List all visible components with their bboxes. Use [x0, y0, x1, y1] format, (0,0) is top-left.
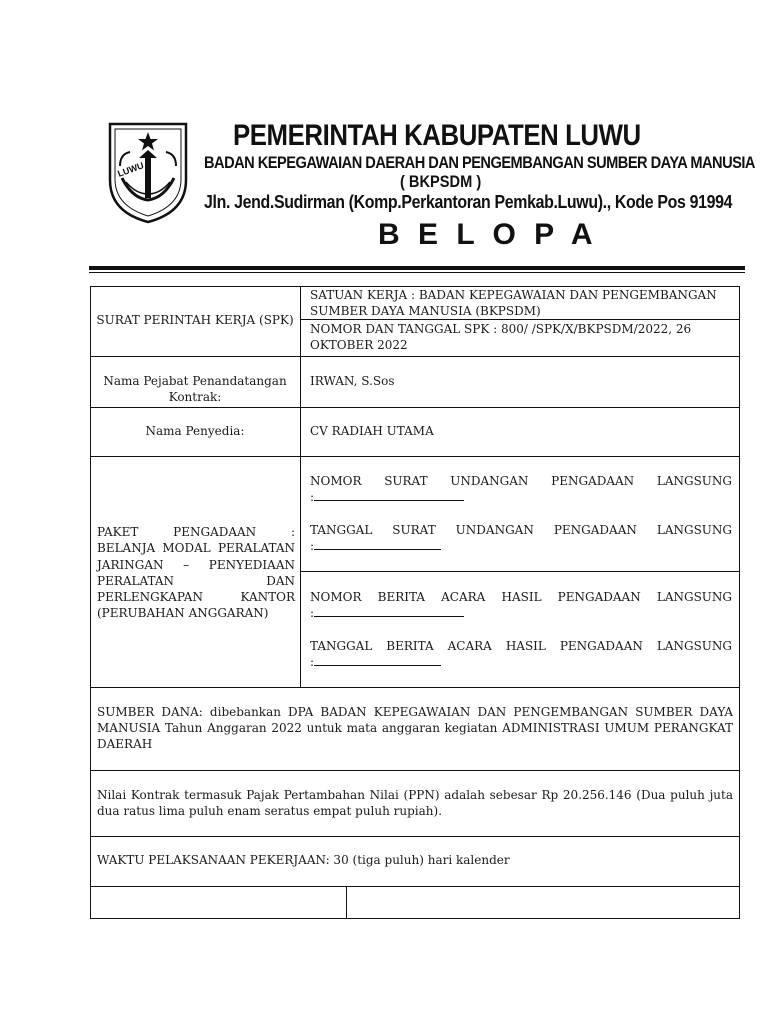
agency-address: Jln. Jend.Sudirman (Komp.Perkantoran Pemkab.Luwu)., Kode Pos 91994	[204, 191, 733, 212]
tanggal-berita-acara-label: TANGGAL BERITA ACARA HASIL PENGADAAN LANGSUNG	[310, 639, 732, 653]
city-name: B E L O P A	[378, 218, 598, 251]
header-rule-thin	[89, 272, 745, 273]
government-title: PEMERINTAH KABUPATEN LUWU	[233, 119, 641, 152]
penyedia-label: Nama Penyedia:	[145, 424, 245, 438]
sumber-dana: SUMBER DANA: dibebankan DPA BADAN KEPEGAWAIAN DAN PENGEMBANGAN SUMBER DAYA MANUSIA Tahun Anggaran 2022 untuk mata anggaran kegiatan ADMINISTRASI UMUM PERANGKAT DAERAH	[97, 705, 733, 751]
tanggal-undangan-label: TANGGAL SURAT UNDANGAN PENGADAAN LANGSUNG	[310, 523, 732, 537]
nomor-berita-acara-blank: :	[310, 606, 610, 622]
waktu-pelaksanaan: WAKTU PELAKSANAAN PEKERJAAN: 30 (tiga puluh) hari kalender	[97, 853, 510, 867]
nomor-undangan-blank: :	[310, 490, 610, 506]
pejabat-value: IRWAN, S.Sos	[310, 374, 395, 388]
pejabat-label: Nama Pejabat Penandatangan Kontrak:	[103, 374, 287, 404]
nilai-kontrak: Nilai Kontrak termasuk Pajak Pertambahan Nilai (PPN) adalah sebesar Rp 20.256.146 (Dua puluh juta dua ratus lima puluh enam seratus empat puluh rupiah).	[97, 788, 733, 818]
nomor-berita-acara-label: NOMOR BERITA ACARA HASIL PENGADAAN LANGSUNG	[310, 590, 732, 604]
tanggal-undangan-blank: :	[310, 539, 610, 555]
spk-nomor-tanggal: NOMOR DAN TANGGAL SPK : 800/ /SPK/X/BKPSDM/2022, 26 OKTOBER 2022	[310, 322, 692, 352]
satuan-kerja: SATUAN KERJA : BADAN KEPEGAWAIAN DAN PENGEMBANGAN SUMBER DAYA MANUSIA (BKPSDM)	[310, 288, 717, 318]
luwu-emblem-logo	[106, 120, 190, 224]
agency-abbreviation: ( BKPSDM )	[400, 172, 482, 191]
header-rule-thick	[89, 266, 745, 270]
paket-pengadaan-label: PAKET PENGADAAN : BELANJA MODAL PERALATAN JARINGAN – PENYEDIAAN PERALATAN DAN PERLENGKAPAN KANTOR (PERUBAHAN ANGGARAN)	[97, 525, 295, 621]
agency-name: BADAN KEPEGAWAIAN DAERAH DAN PENGEMBANGAN SUMBER DAYA MANUSIA	[204, 153, 755, 172]
spk-label: SURAT PERINTAH KERJA (SPK)	[96, 313, 294, 327]
svg-text:LUWU: LUWU	[116, 160, 146, 179]
spk-table-divider	[300, 286, 301, 688]
nomor-undangan-label: NOMOR SURAT UNDANGAN PENGADAAN LANGSUNG	[310, 474, 732, 488]
penyedia-value: CV RADIAH UTAMA	[310, 424, 434, 438]
tanggal-berita-acara-blank: :	[310, 655, 610, 671]
letterhead	[0, 0, 768, 275]
